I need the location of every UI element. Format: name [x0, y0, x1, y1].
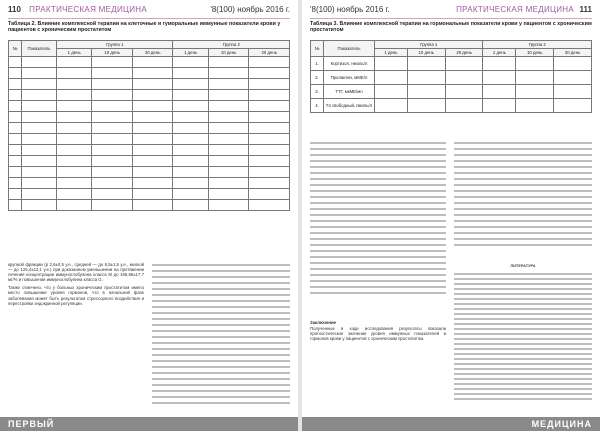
table-header-cell: 20 день	[445, 49, 483, 57]
right-page	[302, 0, 600, 431]
table-header-cell: Группа 1	[375, 41, 483, 49]
table-header-cell: Группа 2	[483, 41, 592, 49]
row-label: Пролактин, мМЕ/л	[324, 71, 375, 85]
table-row	[9, 189, 290, 200]
conclusion-paragraph: Полученные в ходе исследования результаты показали прогностическое значение уровня иммунных показателей и гормонов крови у пациентов с хроническим простатитом.	[310, 326, 446, 342]
references	[454, 264, 592, 411]
table-2-caption: Таблица 2. Влияние комплексной терапии на клеточные и гуморальные иммунные показатели крови у пациентов с хроническим простатитом	[8, 21, 281, 34]
row-number: 3.	[311, 85, 324, 99]
table-row	[9, 145, 290, 156]
issue-info: '8(100) ноябрь 2016 г.	[310, 5, 390, 14]
table-header-cell: Группа 1	[57, 41, 173, 49]
table-header-cell: 20 день	[132, 49, 173, 57]
table-header-cell: 1 день	[57, 49, 92, 57]
issue-info: '8(100) ноябрь 2016 г.	[210, 5, 290, 14]
table-row	[9, 200, 290, 211]
row-label: Т4 свободный, пмоль/л	[324, 99, 375, 113]
table-row	[9, 68, 290, 79]
journal-title: ПРАКТИЧЕСКАЯ МЕДИЦИНА	[29, 5, 148, 14]
table-header-cell: 20 день	[554, 49, 592, 57]
table-row	[9, 134, 290, 145]
table-row	[9, 156, 290, 167]
references-heading: ЛИТЕРАТУРА	[510, 263, 536, 268]
table-header-cell: №	[311, 41, 324, 57]
table-header-cell: 10 день	[92, 49, 133, 57]
table-header-cell: Показатель	[324, 41, 375, 57]
table-row	[9, 112, 290, 123]
page-number: 111	[579, 5, 592, 14]
footer-band-left	[0, 417, 298, 431]
body-column-2	[152, 262, 290, 412]
table-row	[9, 167, 290, 178]
table-header-row	[9, 41, 290, 49]
section-heading: Заключение	[310, 320, 337, 325]
table-header-cell: 10 день	[516, 49, 554, 57]
table-header-row	[311, 41, 592, 49]
table-header-cell: Показатель	[22, 41, 57, 57]
table-header-cell: 10 день	[407, 49, 445, 57]
row-number: 4.	[311, 99, 324, 113]
row-label: Кортизол, нмоль/л	[324, 57, 375, 71]
body-paragraph: крупной фракции (р 2,6±0,5 у.е., средней — до 8,5±1,5 у.е., мелкой — до 125,4±12,1 у.е.) при доказанном уменьшении на протяжении лечения концентрации иммуноглобулина класса М до 168,85±17,7 мг/% и повышении иммуноглобулина класса G.	[8, 262, 144, 283]
body-column-1	[8, 262, 144, 412]
table-3	[310, 40, 592, 113]
table-row	[9, 178, 290, 189]
running-header-left	[8, 4, 290, 19]
table-header-cell: Группа 2	[173, 41, 290, 49]
row-label: ТТГ, мкМЕ/мл	[324, 85, 375, 99]
footer-band-right	[302, 417, 600, 431]
page-number: 110	[8, 5, 21, 14]
table-header-cell: 10 день	[208, 49, 249, 57]
table-header-cell: 20 день	[249, 49, 290, 57]
table-header-cell: №	[9, 41, 22, 57]
table-2	[8, 40, 290, 211]
table-row	[311, 85, 592, 99]
row-number: 2.	[311, 71, 324, 85]
row-number: 1.	[311, 57, 324, 71]
running-header-right	[310, 4, 592, 19]
footer-logo: МЕДИЦИНА	[531, 419, 592, 429]
left-page	[0, 0, 298, 431]
table-header-cell: 1 день	[483, 49, 516, 57]
table-header-cell: 1 день	[173, 49, 208, 57]
table-row	[311, 71, 592, 85]
footer-logo: ПЕРВЫЙ	[8, 419, 55, 429]
table-row	[9, 101, 290, 112]
table-row	[311, 99, 592, 113]
table-row	[9, 90, 290, 101]
table-row	[9, 57, 290, 68]
body-paragraph: Также отмечено, что у больных хроническим простатитом имело место повышение уровня гормонов, что в начальной фазе заболевания может быть результатом стрессорного воздействия и перестройки эндокринной регуляции.	[8, 285, 144, 306]
table-row	[9, 79, 290, 90]
table-row	[311, 57, 592, 71]
body-column-1	[310, 140, 446, 412]
body-column-2	[454, 140, 592, 260]
journal-title: ПРАКТИЧЕСКАЯ МЕДИЦИНА	[456, 5, 574, 14]
table-header-cell: 1 день	[375, 49, 408, 57]
table-3-caption: Таблица 3. Влияние комплексной терапии на гормональные показатели крови у пациентов с хроническим простатитом	[310, 21, 592, 34]
table-row	[9, 123, 290, 134]
